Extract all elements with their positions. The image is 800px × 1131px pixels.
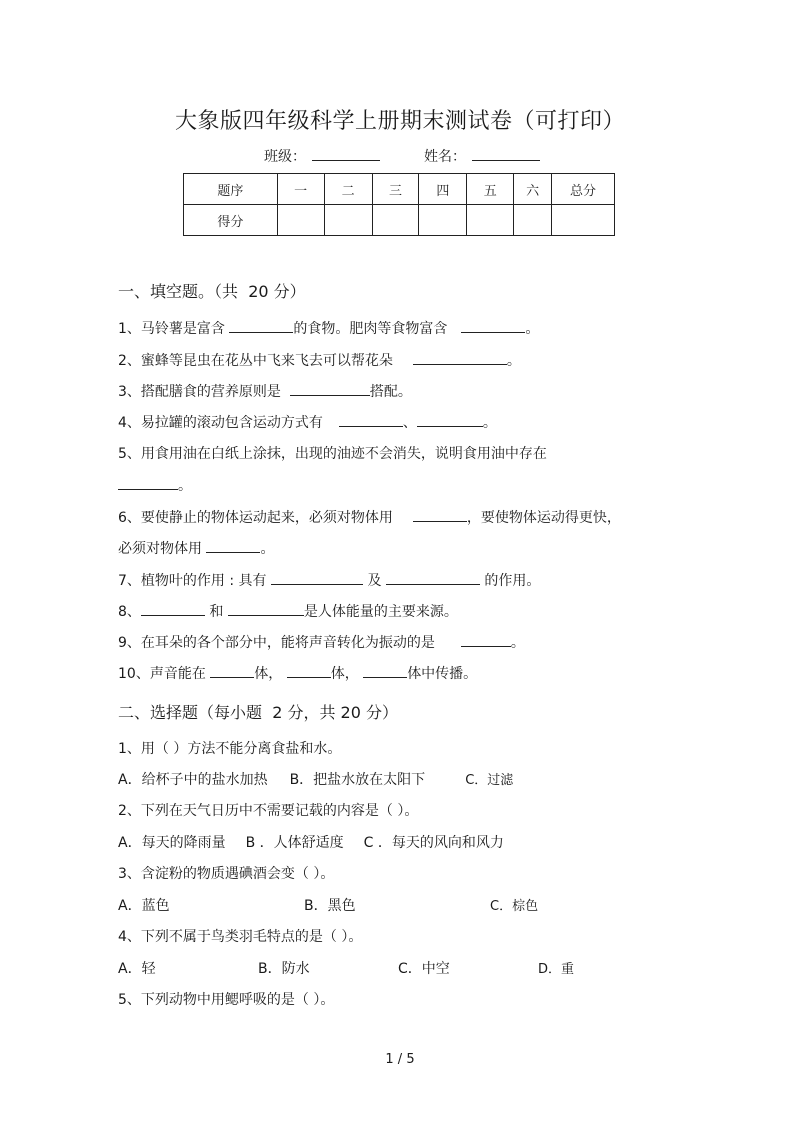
score-table-header-row xyxy=(184,174,615,205)
answer-blank xyxy=(210,664,254,678)
s2-q3-options xyxy=(118,895,538,915)
table-cell: 二 xyxy=(324,174,372,205)
q-text: 和 xyxy=(209,604,224,620)
section2-points: 2 分，共 20 分） xyxy=(272,703,398,722)
name-blank xyxy=(472,146,540,161)
section1-heading xyxy=(118,279,306,302)
q-text: 。 xyxy=(510,635,525,651)
answer-blank xyxy=(413,351,507,365)
score-cell xyxy=(372,205,419,236)
option-a: A．每天的降雨量 xyxy=(118,835,226,851)
s1-question-10 xyxy=(118,663,477,683)
q-text: 必须对物体用 xyxy=(118,541,202,557)
s1-question-6-cont xyxy=(118,538,274,558)
option-c: C．过滤 xyxy=(465,773,514,788)
answer-blank xyxy=(386,571,480,585)
s2-question-5: 5、下列动物中用鳃呼吸的是（ ）。 xyxy=(118,992,335,1008)
answer-blank xyxy=(228,602,304,616)
answer-blank xyxy=(461,319,525,333)
q-text: 10、声音能在 xyxy=(118,666,206,682)
q-text: 6、要使静止的物体运动起来，必须对物体用 xyxy=(118,510,393,526)
name-label: 姓名： xyxy=(424,149,466,165)
score-cell xyxy=(552,205,615,236)
student-info xyxy=(264,146,540,166)
option-b: B ．人体舒适度 xyxy=(245,835,344,851)
table-cell: 总分 xyxy=(552,174,615,205)
s2-q4-options xyxy=(118,958,574,978)
answer-blank xyxy=(229,319,293,333)
q-text: 1、马铃薯是富含 xyxy=(118,321,225,337)
s1-question-9 xyxy=(118,632,525,652)
score-cell xyxy=(277,205,324,236)
section1-points: 20 分） xyxy=(248,282,306,301)
option-c: C．棕色 xyxy=(490,899,539,914)
option-b: B．防水 xyxy=(258,961,310,977)
s2-question-3: 3、含淀粉的物质遇碘酒会变（ ）。 xyxy=(118,866,335,882)
answer-blank xyxy=(413,508,467,522)
q-text: 。 xyxy=(506,353,521,369)
q-text: 是人体能量的主要来源。 xyxy=(303,604,458,620)
answer-blank xyxy=(363,664,407,678)
s2-question-4: 4、下列不属于鸟类羽毛特点的是（ ）。 xyxy=(118,929,363,945)
score-cell xyxy=(419,205,467,236)
option-b: B．把盐水放在太阳下 xyxy=(289,772,426,788)
table-cell: 三 xyxy=(372,174,419,205)
option-d: D．重 xyxy=(538,962,575,977)
answer-blank xyxy=(417,413,483,427)
answer-blank xyxy=(118,476,178,490)
q-text: 4、易拉罐的滚动包含运动方式有 xyxy=(118,415,323,431)
answer-blank xyxy=(461,633,511,647)
score-cell xyxy=(324,205,372,236)
score-cell xyxy=(467,205,514,236)
table-cell: 一 xyxy=(277,174,324,205)
s1-question-3 xyxy=(118,381,412,401)
table-cell: 四 xyxy=(419,174,467,205)
answer-blank xyxy=(339,413,403,427)
answer-blank xyxy=(290,382,370,396)
score-table-score-row xyxy=(184,205,615,236)
class-blank xyxy=(312,146,380,161)
s2-q1-options xyxy=(118,769,513,789)
class-label: 班级： xyxy=(264,149,306,165)
option-a: A．给杯子中的盐水加热 xyxy=(118,772,268,788)
q-text: 及 xyxy=(367,573,382,589)
score-cell xyxy=(514,205,552,236)
table-cell: 五 xyxy=(467,174,514,205)
option-c: C ．每天的风向和风力 xyxy=(363,835,504,851)
q-text: 的作用。 xyxy=(484,573,541,589)
s1-question-1 xyxy=(118,318,539,338)
s2-question-1: 1、用（ ）方法不能分离食盐和水。 xyxy=(118,741,342,757)
s1-question-5 xyxy=(118,443,547,463)
name-field xyxy=(424,146,540,166)
s1-question-2 xyxy=(118,350,521,370)
answer-blank xyxy=(287,664,331,678)
answer-blank xyxy=(141,602,205,616)
s2-question-2: 2、下列在天气日历中不需要记载的内容是（ ）。 xyxy=(118,803,419,819)
s1-question-7 xyxy=(118,570,540,590)
score-table xyxy=(183,173,615,236)
q-text: ，要使物体运动得更快， xyxy=(466,510,621,526)
s1-question-5-cont xyxy=(118,475,192,495)
q-text: 体， xyxy=(330,666,359,682)
option-b: B．黑色 xyxy=(304,898,356,914)
s2-q2-options xyxy=(118,832,504,852)
option-c: C．中空 xyxy=(398,961,450,977)
q-text: 、 xyxy=(402,415,417,431)
s1-question-8 xyxy=(118,601,458,621)
page-number: 1 / 5 xyxy=(385,1052,415,1067)
section2-heading xyxy=(118,700,398,723)
q-text: 体， xyxy=(254,666,283,682)
q-text: 9、在耳朵的各个部分中，能将声音转化为振动的是 xyxy=(118,635,435,651)
answer-blank xyxy=(206,539,260,553)
q-text: 。 xyxy=(525,321,540,337)
q-text: 7、植物叶的作用 : 具有 xyxy=(118,573,267,589)
q-text: 3、搭配膳食的营养原则是 xyxy=(118,384,281,400)
table-cell: 六 xyxy=(514,174,552,205)
section1-heading-text: 一、填空题。（共 xyxy=(118,282,239,301)
q-text: 的食物。肥肉等食物富含 xyxy=(293,321,448,337)
q-text: 。 xyxy=(260,541,275,557)
q-text: 8、 xyxy=(118,604,141,620)
q-text: 2、蜜蜂等昆虫在花丛中飞来飞去可以帮花朵 xyxy=(118,353,393,369)
q-text: 。 xyxy=(482,415,497,431)
option-a: A．蓝色 xyxy=(118,898,170,914)
option-a: A．轻 xyxy=(118,961,156,977)
section2-heading-text: 二、选择题（每小题 xyxy=(118,703,263,722)
s1-question-4 xyxy=(118,412,497,432)
page-title: 大象版四年级科学上册期末测试卷（可打印） xyxy=(174,109,625,134)
q-text: 5、用食用油在白纸上涂抹，出现的油迹不会消失，说明食用油中存在 xyxy=(118,446,547,462)
q-text: 。 xyxy=(178,478,192,494)
class-field xyxy=(264,146,380,166)
s1-question-6 xyxy=(118,507,621,527)
table-cell: 得分 xyxy=(184,205,278,236)
table-cell: 题序 xyxy=(184,174,278,205)
q-text: 体中传播。 xyxy=(407,666,478,682)
q-text: 搭配。 xyxy=(369,384,412,400)
answer-blank xyxy=(271,571,363,585)
